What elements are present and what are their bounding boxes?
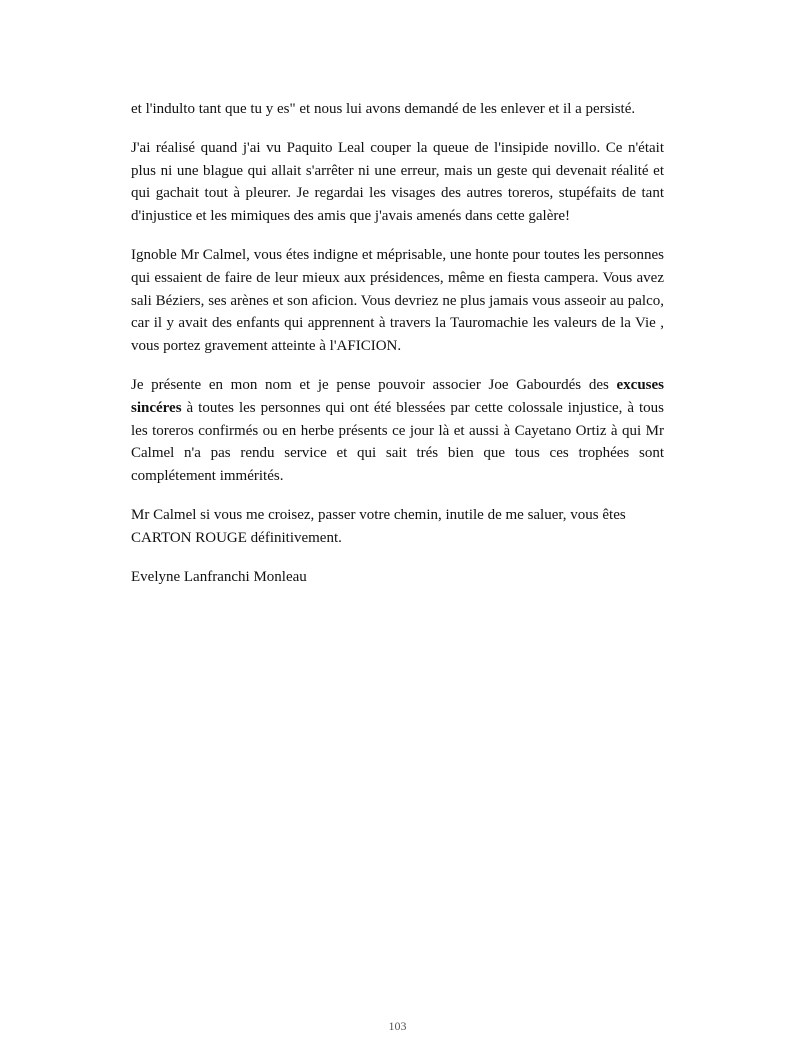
apology-bold-phrase: excuses sincéres bbox=[131, 376, 665, 416]
paragraph-apology bbox=[131, 374, 664, 488]
page-body bbox=[131, 98, 664, 604]
paragraph-realisation: J'ai réalisé quand j'ai vu Paquito Leal couper la queue de l'insipide novillo. Ce n'était plus ni une blague qui allait s'arrêter ni une erreur, mais un geste qui devenait réalité et qui gachait tout à pleurer. Je regardai les visages des autres toreros, stupéfaits de tant d'injustice et les mimiques des amis que j'avais amenés dans cette galère! bbox=[131, 139, 664, 225]
paragraph-ignoble: Ignoble Mr Calmel, vous étes indigne et méprisable, une honte pour toutes les personnes qui essaient de faire de leur mieux aux présidences, même en fiesta campera. Vous avez sali Béziers, ses arènes et son aficion. Vous devriez ne plus jamais vous asseoir au palco, car il y avait des enfants qui apprennent à travers la Tauromachie les valeurs de la Vie , vous portez gravement atteinte à l'AFICION. bbox=[131, 246, 664, 355]
page-number: 103 bbox=[388, 1019, 407, 1033]
paragraph-closing: Mr Calmel si vous me croisez, passer votre chemin, inutile de me saluer, vous êtes CARTON ROUGE définitivement. bbox=[131, 506, 626, 546]
signature: Evelyne Lanfranchi Monleau bbox=[131, 568, 307, 585]
apology-rest: à toutes les personnes qui ont été blessées par cette colossale injustice, à tous les toreros confirmés ou en herbe présents ce jour là et aussi à Cayetano Ortiz à qui Mr Calmel n'a pas rendu service et qui sait trés bien que tous ces trophées sont complétement immérités. bbox=[131, 399, 664, 485]
paragraph-indulto: et l'indulto tant que tu y es" et nous lui avons demandé de les enlever et il a persisté. bbox=[131, 101, 636, 117]
apology-lead: Je présente en mon nom et je pense pouvoir associer Joe Gabourdés des bbox=[131, 376, 609, 393]
